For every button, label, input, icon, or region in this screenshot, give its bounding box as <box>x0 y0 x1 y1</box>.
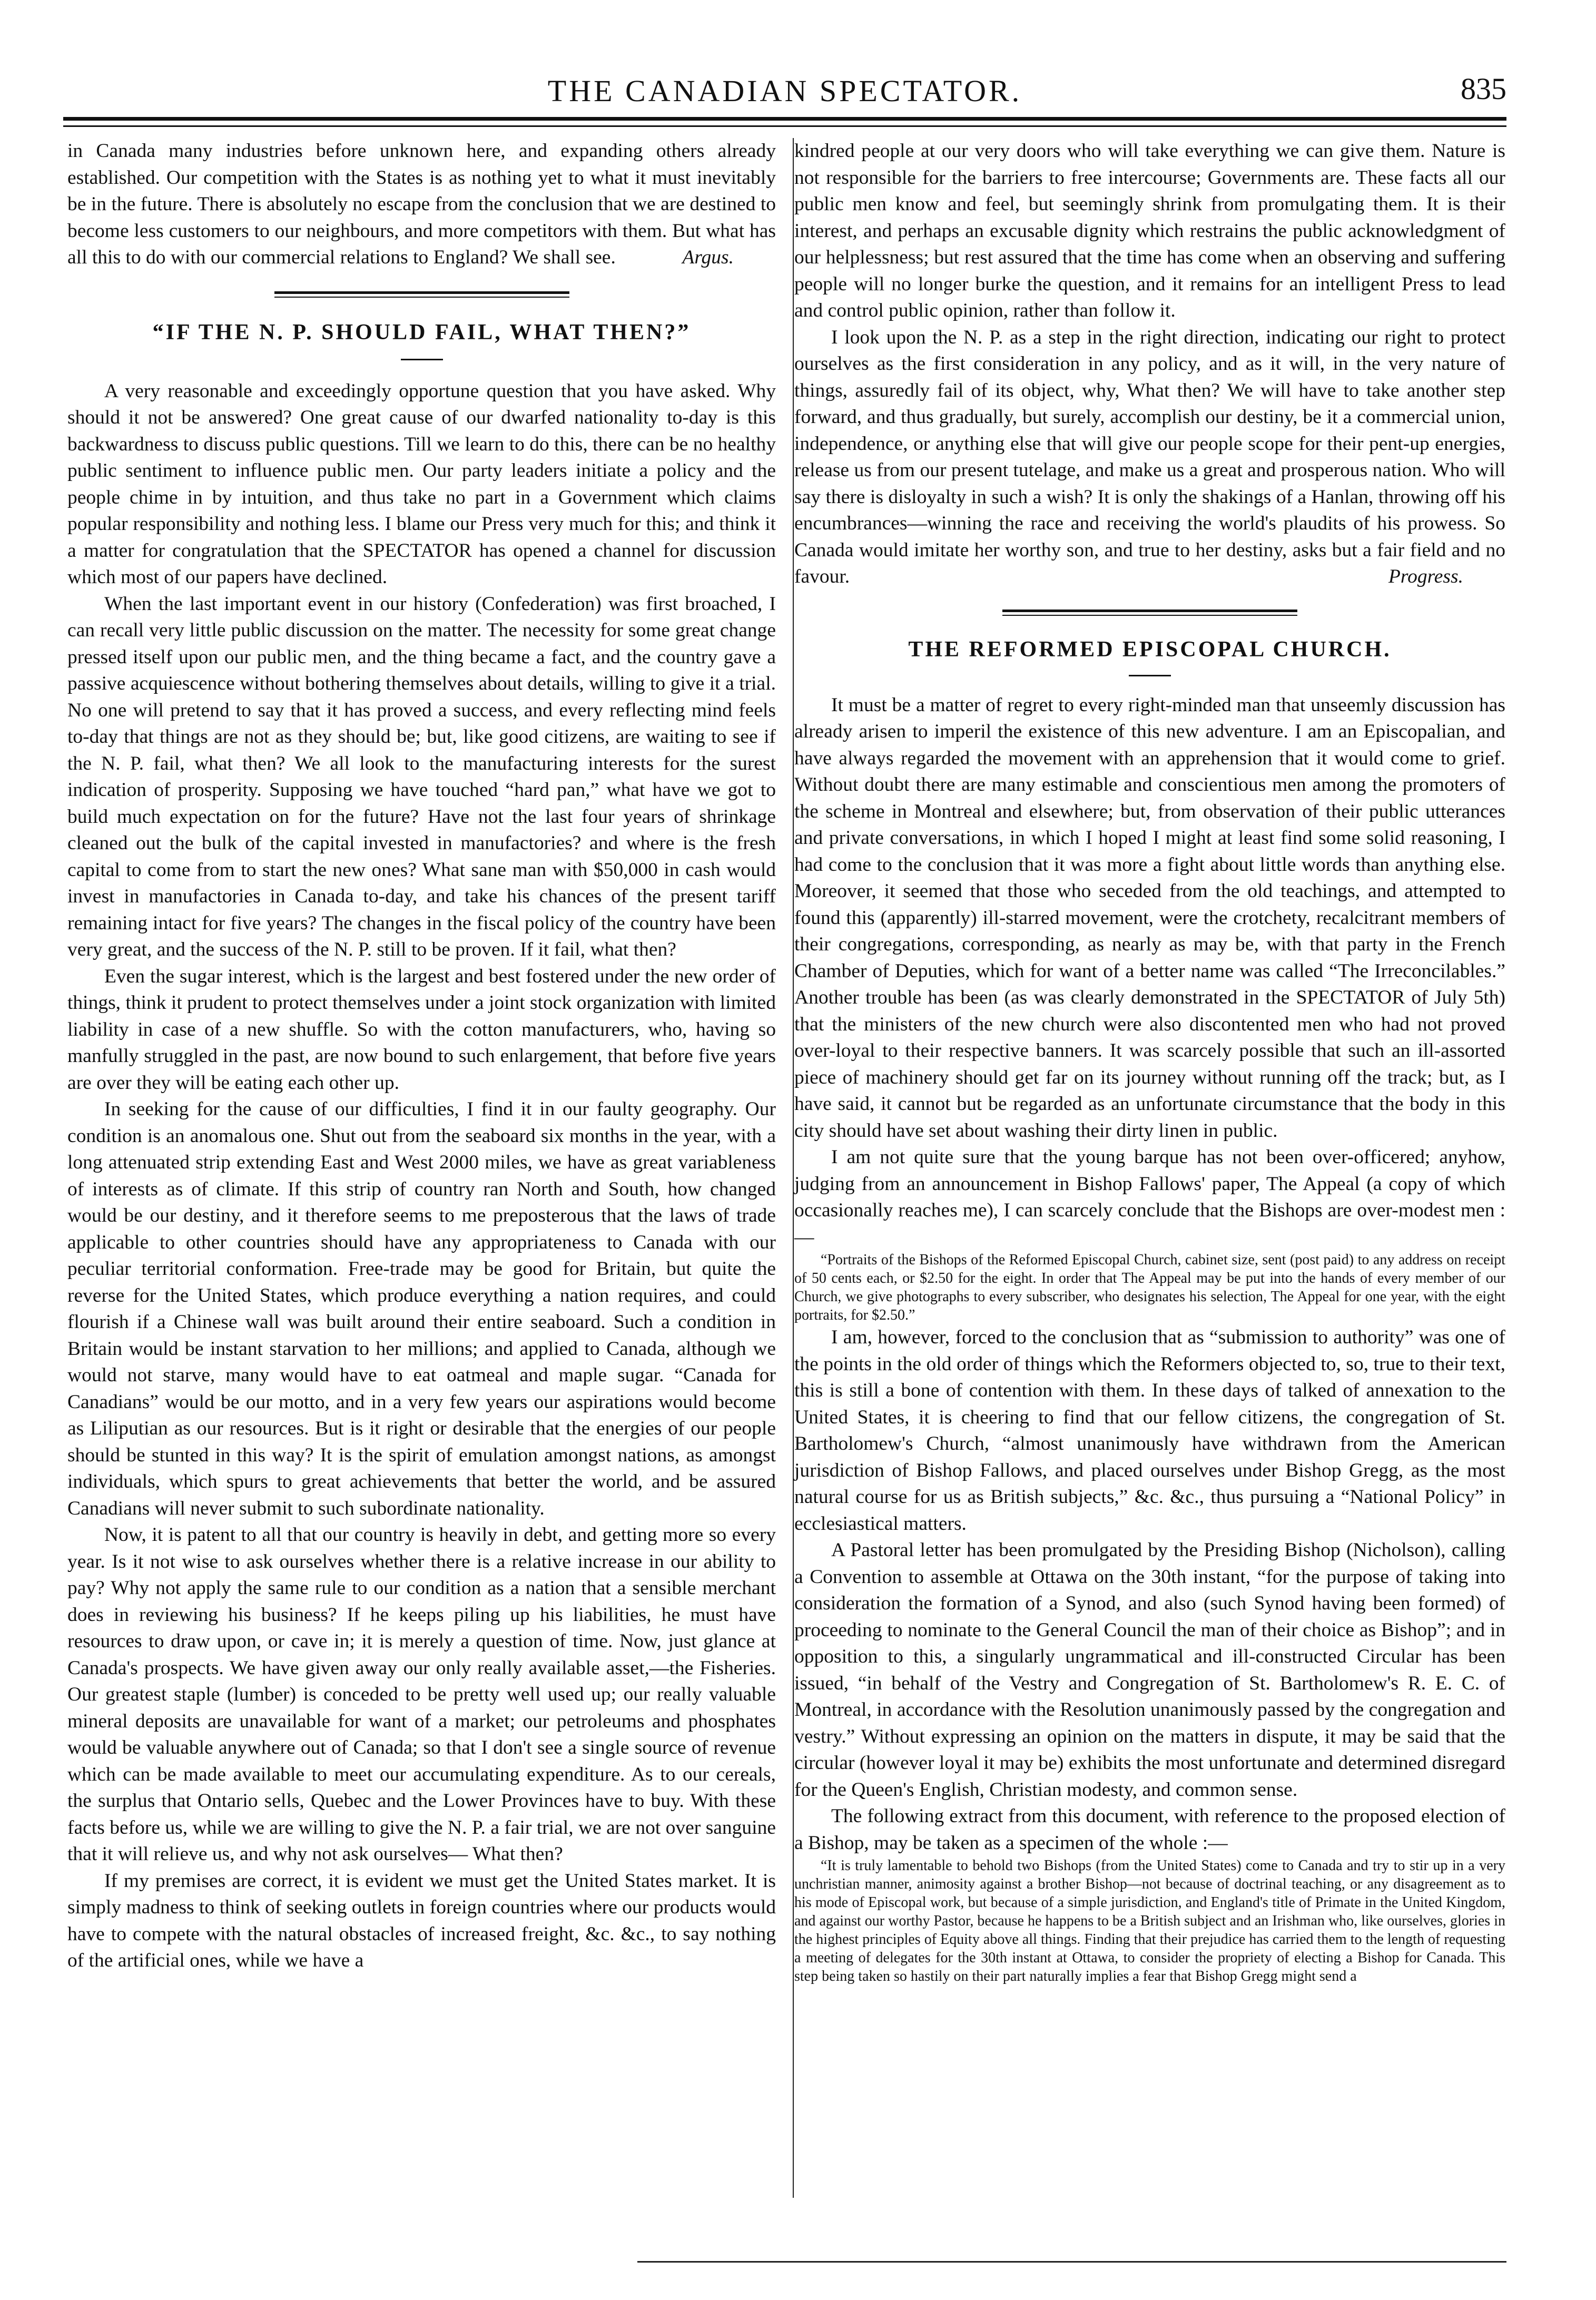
opening-paragraph-text: in Canada many industries before unknown here, and expanding others already established. Our competition with the States is as nothing yet to what it must inevitably be in the future. There is absolutely no escape from the conclusion that we are destined to become less customers to our neighbours, and more competitors with them. But what has all this to do with our commercial relations to England? We shall see. <box>67 140 776 268</box>
article-title-episcopal: THE REFORMED EPISCOPAL CHURCH. <box>908 637 1392 662</box>
episcopal-paragraph: I am, however, forced to the conclusion that as “submission to authority” was one of the points in the old order of things which the Reformers objected to, so, true to their text, this is still a bone of contention with them. In these days of talked of annexation to the United States, it is cheering to find that our fellow citizens, the congregation of St. Bartholomew's Church, “almost unanimously have withdrawn from the American jurisdiction of Bishop Fallows, and placed ourselves under Bishop Gregg, as the most natural course for us as British subjects,” &c. &c., thus pursuing a “National Policy” in ecclesiastical matters. <box>794 1326 1505 1535</box>
masthead-title: THE CANADIAN SPECTATOR. <box>547 74 1022 108</box>
column-divider <box>793 138 794 2198</box>
argus-signature: Argus. <box>682 247 734 268</box>
running-head <box>63 67 1506 115</box>
header-rule-thick <box>63 117 1506 121</box>
right-column <box>794 138 1505 1986</box>
appeal-quotation: “Portraits of the Bishops of the Reformed Episcopal Church, cabinet size, sent (post paid) to any address on receipt of 50 cents each, or $2.50 for the eight. In order that The Appeal may be put into the hands of every member of our Church, we give photographs to every subscriber, who designates his selection, The Appeal for one year, with the eight portraits, for $2.50.” <box>794 1252 1505 1323</box>
np-paragraph: In seeking for the cause of our difficulties, I find it in our faulty geography. Our condition is an anomalous one. Shut out from the seaboard six months in the year, with a long attenuated strip extending East and West 2000 miles, we have as great variableness of interests as of climate. If this strip of country ran North and South, how changed would be our destiny, and it therefore seems to me preposterous that the laws of trade applicable to other countries should have any appropriateness to Canada with our peculiar territorial conformation. Free-trade may be good for Britain, but quite the reverse for the United States, which produce everything a nation requires, and could flourish if a Chinese wall was built around their entire seaboard. Such a condition in Britain would be instant starvation to her millions; and applied to Canada, although we would not starve, many would have to eat oatmeal and maple sugar. “Canada for Canadians” would be our motto, and in a very few years our aspirations would become as Liliputian as our resources. But is it right or desirable that the energies of our people should be stunted in this way? It is the spirit of emulation amongst nations, as amongst individuals, which spurs to great achievements that better the world, and be assured Canadians will never submit to such subordinate nationality. <box>67 1098 776 1519</box>
circular-quotation: “It is truly lamentable to behold two Bishops (from the United States) come to Canada and try to stir up in a very unchristian manner, animosity against a brother Bishop—not because of doctrinal teaching, or any disagreement as to his mode of Episcopal work, but because of a simple jurisdiction, and England's title of Primate in the United Kingdom, and against our worthy Pastor, because he happens to be a British subject and an Irishman who, like ourselves, glories in the highest principles of Equity above all things. Finding that their prejudice has carried them to the length of requesting a meeting of delegates for the 30th instant at Ottawa, to consider the propriety of electing a Bishop for Canada. This step being taken so hastily on their part naturally implies a fear that Bishop Gregg might send a <box>794 1857 1505 1984</box>
episcopal-paragraph: It must be a matter of regret to every right-minded man that unseemly discussion has already arisen to imperil the existence of this new adventure. I am an Episcopalian, and have always regarded the movement with an apprehension that it would come to grief. Without doubt there are many estimable and conscientious men among the promoters of the scheme in Montreal and elsewhere; but, from observation of their public utterances and private conversations, in which I hoped I might at least find some solid reasoning, I had come to the conclusion that it was more a fight about little words than anything else. Moreover, it seemed that those who seceded from the old teachings, and attempted to found this (apparently) ill-starred movement, were the crotchety, recalcitrant members of their congregations, corresponding, as nearly as may be, with that party in the French Chamber of Deputies, which for want of a better name was called “The Irreconcilables.” Another trouble has been (as was clearly demonstrated in the SPECTATOR of July 5th) that the ministers of the new church were also discontented men who had not proved over-loyal to their respective banners. It was scarcely possible that such an ill-assorted piece of machinery should get far on its journey without running off the track; but, as I have said, it cannot but be regarded as an unfortunate circumstance that the body in this city should have set about washing their dirty linen in public. <box>794 694 1505 1142</box>
left-column <box>67 138 776 1974</box>
np-closing-text: I look upon the N. P. as a step in the right direction, indicating our right to protect ourselves as the first consideration in any policy, and as it will, in the very nature of things, assuredly fail of its object, why, What then? We will have to take another step forward, and thus gradually, but surely, accomplish our destiny, be it a commercial union, independence, or anything else that will give our people scope for their pent-up energies, release us from our present tutelage, and make us a great and prosperous nation. Who will say there is disloyalty in such a wish? It is only the shakings of a Hanlan, throwing off his encumbrances—winning the race and receiving the world's plaudits of his prowess. So Canada would imitate her worthy son, and true to her destiny, asks but a fair field and no favour. <box>794 326 1505 587</box>
episcopal-paragraph: I am not quite sure that the young barque has not been over-officered; anyhow, judging from an announcement in Bishop Fallows' paper, The Appeal (a copy of which occasionally reaches me), I can scarcely conclude that the Bishops are over-modest men :— <box>794 1146 1505 1248</box>
np-paragraph: Even the sugar interest, which is the largest and best fostered under the new order of things, think it prudent to protect themselves under a joint stock organization with limited liability in case of a new shuffle. So with the cotton manufacturers, who, having so manfully struggled in the past, are now bound to such enlargement, that before five years are over they will be eating each other up. <box>67 965 776 1094</box>
np-paragraph: If my premises are correct, it is evident we must get the United States market. It is simply madness to think of seeking outlets in foreign countries where our products would have to compete with the natural obstacles of increased freight, &c. &c., to say nothing of the artificial ones, while we have a <box>67 1870 776 1971</box>
np-paragraph: A very reasonable and exceedingly opportune question that you have asked. Why should it not be answered? One great cause of our dwarfed nationality to-day is this backwardness to discuss public questions. Till we learn to do this, there can be no healthy public sentiment to influence public men. Our party leaders initiate a policy and the people chime in by intuition, and thus take no part in a Government which claims popular responsibility and nothing less. I blame our Press very much for this; and think it a matter for congratulation that the SPECTATOR has opened a channel for discussion which most of our papers have declined. <box>67 380 776 588</box>
opening-paragraph <box>67 138 776 271</box>
section-separator <box>1002 610 1297 616</box>
np-closing-paragraph <box>794 325 1505 591</box>
article-title-np: “IF THE N. P. SHOULD FAIL, WHAT THEN?” <box>152 320 691 345</box>
page-number: 835 <box>1461 72 1506 106</box>
section-separator <box>274 291 569 298</box>
np-continued-paragraph: kindred people at our very doors who will take everything we can give them. Nature is not responsible for the barriers to free intercourse; Governments are. These facts all our public men know and feel, but seemingly shrink from promulgating them. It is their interest, and perhaps an excusable dignity which restrains the public acknowledgment of our helplessness; but rest assured that the time has come when an observing and suffering people will no longer burke the question, and it remains for an intelligent Press to lead and control public opinion, rather than follow it. <box>794 140 1505 321</box>
episcopal-paragraph: The following extract from this document, with reference to the proposed election of a Bishop, may be taken as a specimen of the whole :— <box>794 1805 1505 1854</box>
footer-rule <box>637 2261 1506 2263</box>
progress-signature: Progress. <box>1388 566 1463 587</box>
episcopal-paragraph: A Pastoral letter has been promulgated by the Presiding Bishop (Nicholson), calling a Convention to assemble at Ottawa on the 30th instant, “for the purpose of taking into consideration the formation of a Synod, and also (such Synod having been formed) of proceeding to nominate to the General Council the man of their choice as Bishop”; and in opposition to this, a singularly ungrammatical and ill-constructed Circular has been issued, “in behalf of the Vestry and Congregation of St. Bartholomew's R. E. C. of Montreal, in accordance with the Resolution unanimously passed by the congregation and vestry.” Without expressing an opinion on the matters in dispute, it may be said that the circular (however loyal it may be) exhibits the most unfortunate and determined disregard for the Queen's English, Christian modesty, and common sense. <box>794 1539 1505 1801</box>
header-rule-thin <box>63 125 1506 127</box>
np-paragraph: When the last important event in our history (Confederation) was first broached, I can recall very little public discussion on the matter. The necessity for some great change pressed itself upon our public men, and the thing became a fact, and the country gave a passive acquiescence without bothering themselves about details, willing to give it a trial. No one will pretend to say that it has proved a success, and every reflecting mind feels to-day that things are not as they should be; but, like good citizens, are waiting to see if the N. P. fail, what then? We all look to the manufacturing interests for the surest indication of prosperity. Supposing we have touched “hard pan,” what have we got to build much expectation on for the future? Have not the last four years of shrinkage cleaned out the bulk of the capital invested in manufactories? and where is the fresh capital to come from to start the new ones? What sane man with $50,000 in cash would invest in manufactories in Canada to-day, and take his chances of the present tariff remaining intact for five years? The changes in the fiscal policy of the country have been very great, and the success of the N. P. still to be proven. If it fail, what then? <box>67 593 776 960</box>
np-paragraph: Now, it is patent to all that our country is heavily in debt, and getting more so every year. Is it not wise to ask ourselves whether there is a relative increase in our ability to pay? Why not apply the same rule to our condition as a nation that a sensible merchant does in reviewing his business? If he keeps piling up his liabilities, he must have resources to draw upon, or cave in; it is merely a question of time. Now, just glance at Canada's prospects. We have given away our only really available asset,—the Fisheries. Our greatest staple (lumber) is conceded to be pretty well used up; our really valuable mineral deposits are unavailable for want of a market; our petroleums and phosphates would be valuable anywhere out of Canada; so that I don't see a single source of revenue which can be made available to meet our accumulating expenditure. As to our cereals, the surplus that Ontario sells, Quebec and the Lower Provinces have to buy. With these facts before us, while we are willing to give the N. P. a fair trial, we are not over sanguine that it will relieve us, and why not ask ourselves— What then? <box>67 1524 776 1865</box>
